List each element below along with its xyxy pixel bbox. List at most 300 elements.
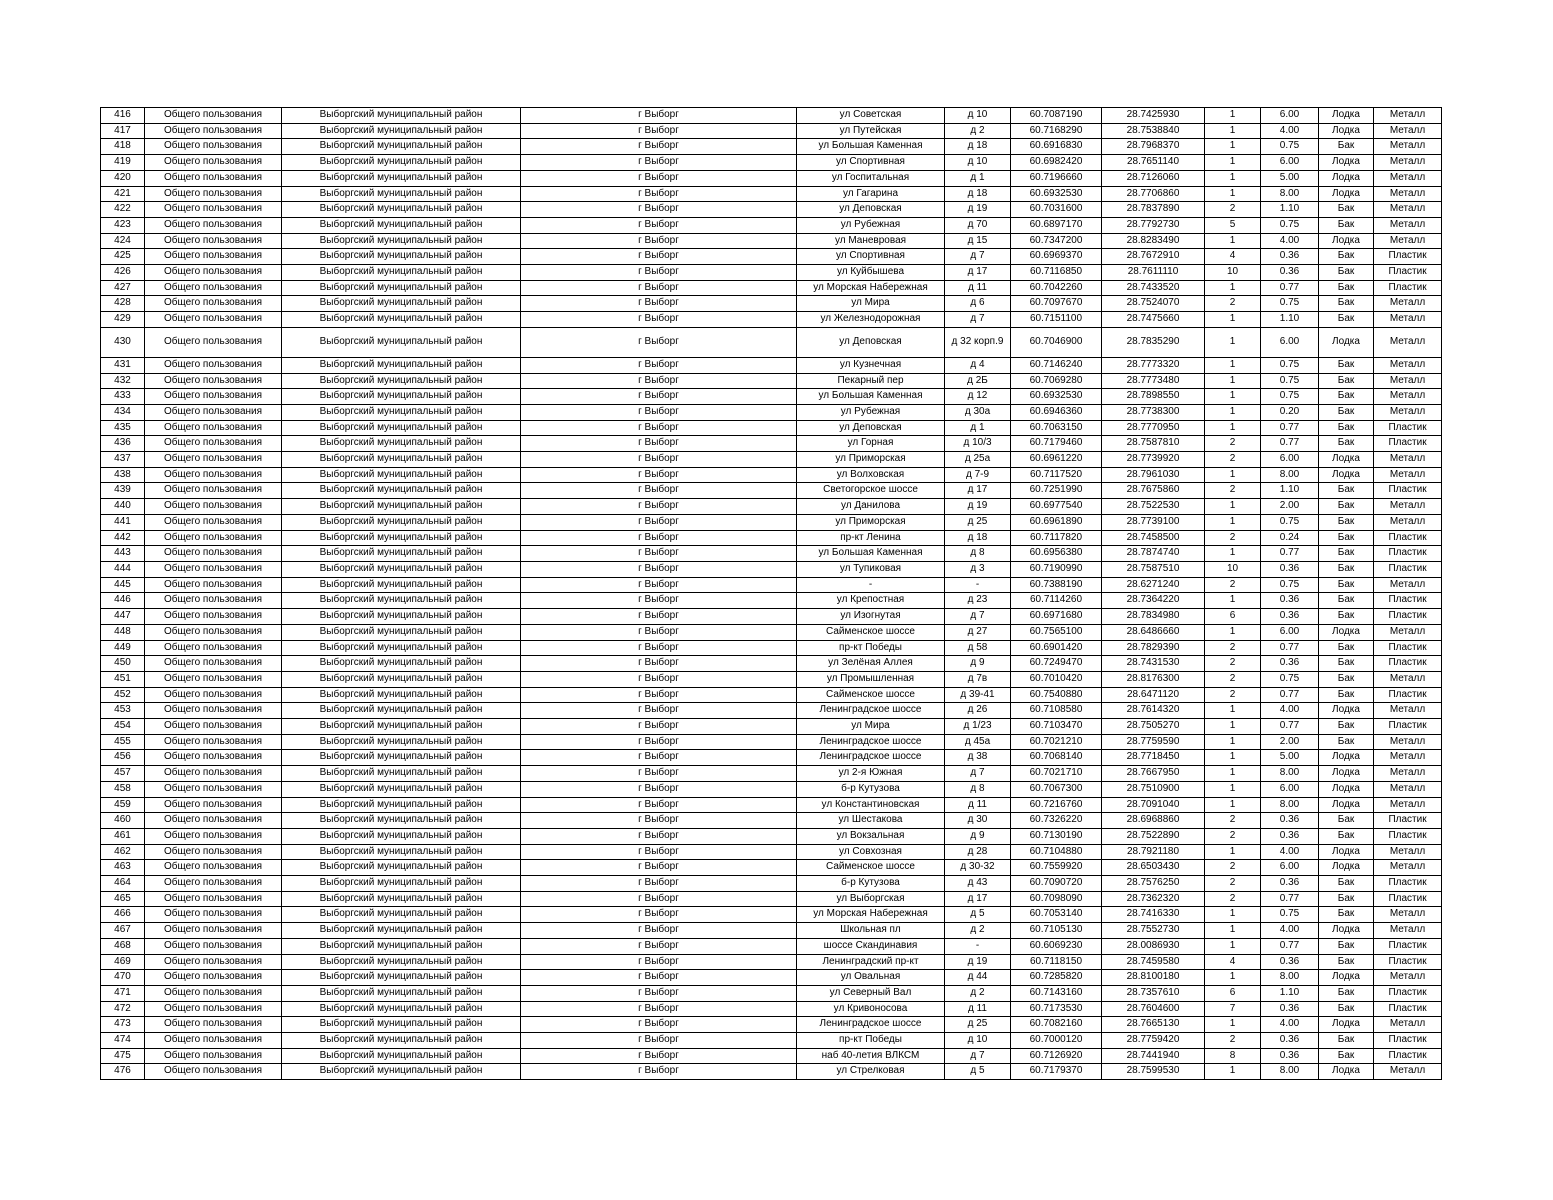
- container-count-cell: 1: [1205, 404, 1261, 420]
- city-cell: г Выборг: [521, 1048, 797, 1064]
- container-type-cell: Бак: [1319, 546, 1374, 562]
- table-row: [101, 593, 1442, 609]
- volume-cell: 0.36: [1261, 609, 1319, 625]
- material-cell: Металл: [1374, 108, 1442, 124]
- street-cell: ул Морская Набережная: [797, 280, 945, 296]
- latitude-cell: 60.6932530: [1011, 186, 1102, 202]
- row-number-cell: 443: [101, 546, 145, 562]
- house-cell: д 18: [945, 139, 1011, 155]
- street-cell: ул Кузнечная: [797, 357, 945, 373]
- table-row: [101, 139, 1442, 155]
- material-cell: Металл: [1374, 202, 1442, 218]
- row-number-cell: 461: [101, 828, 145, 844]
- latitude-cell: 60.6977540: [1011, 499, 1102, 515]
- usage-type-cell: Общего пользования: [145, 860, 282, 876]
- longitude-cell: 28.7837890: [1102, 202, 1205, 218]
- row-number-cell: 427: [101, 280, 145, 296]
- row-number-cell: 421: [101, 186, 145, 202]
- street-cell: пр-кт Победы: [797, 1033, 945, 1049]
- longitude-cell: 28.7433520: [1102, 280, 1205, 296]
- latitude-cell: 60.7042260: [1011, 280, 1102, 296]
- volume-cell: 4.00: [1261, 1017, 1319, 1033]
- latitude-cell: 60.7116850: [1011, 265, 1102, 281]
- container-type-cell: Лодка: [1319, 766, 1374, 782]
- table-row: [101, 436, 1442, 452]
- city-cell: г Выборг: [521, 170, 797, 186]
- district-cell: Выборгский муниципальный район: [282, 373, 521, 389]
- material-cell: Металл: [1374, 860, 1442, 876]
- city-cell: г Выборг: [521, 389, 797, 405]
- city-cell: г Выборг: [521, 923, 797, 939]
- city-cell: г Выборг: [521, 640, 797, 656]
- material-cell: Металл: [1374, 671, 1442, 687]
- container-type-cell: Бак: [1319, 561, 1374, 577]
- longitude-cell: 28.6968860: [1102, 813, 1205, 829]
- district-cell: Выборгский муниципальный район: [282, 813, 521, 829]
- longitude-cell: 28.7706860: [1102, 186, 1205, 202]
- material-cell: Металл: [1374, 1017, 1442, 1033]
- latitude-cell: 60.7114260: [1011, 593, 1102, 609]
- container-count-cell: 2: [1205, 436, 1261, 452]
- material-cell: Металл: [1374, 577, 1442, 593]
- row-number-cell: 454: [101, 719, 145, 735]
- table-row: [101, 389, 1442, 405]
- table-row: [101, 577, 1442, 593]
- material-cell: Пластик: [1374, 265, 1442, 281]
- table-row: [101, 467, 1442, 483]
- longitude-cell: 28.7587510: [1102, 561, 1205, 577]
- street-cell: ул Путейская: [797, 123, 945, 139]
- longitude-cell: 28.7614320: [1102, 703, 1205, 719]
- longitude-cell: 28.7505270: [1102, 719, 1205, 735]
- container-count-cell: 2: [1205, 577, 1261, 593]
- city-cell: г Выборг: [521, 609, 797, 625]
- district-cell: Выборгский муниципальный район: [282, 155, 521, 171]
- house-cell: д 12: [945, 389, 1011, 405]
- longitude-cell: 28.7665130: [1102, 1017, 1205, 1033]
- street-cell: ул Деповская: [797, 420, 945, 436]
- container-count-cell: 6: [1205, 985, 1261, 1001]
- latitude-cell: 60.6961220: [1011, 452, 1102, 468]
- container-count-cell: 2: [1205, 813, 1261, 829]
- table-row: [101, 797, 1442, 813]
- container-type-cell: Лодка: [1319, 170, 1374, 186]
- latitude-cell: 60.6932530: [1011, 389, 1102, 405]
- usage-type-cell: Общего пользования: [145, 327, 282, 357]
- house-cell: д 28: [945, 844, 1011, 860]
- latitude-cell: 60.7126920: [1011, 1048, 1102, 1064]
- row-number-cell: 441: [101, 514, 145, 530]
- street-cell: ул Крепостная: [797, 593, 945, 609]
- material-cell: Металл: [1374, 499, 1442, 515]
- usage-type-cell: Общего пользования: [145, 420, 282, 436]
- house-cell: д 5: [945, 907, 1011, 923]
- material-cell: Металл: [1374, 1064, 1442, 1080]
- volume-cell: 2.00: [1261, 499, 1319, 515]
- volume-cell: 0.75: [1261, 671, 1319, 687]
- city-cell: г Выборг: [521, 186, 797, 202]
- street-cell: б-р Кутузова: [797, 876, 945, 892]
- row-number-cell: 469: [101, 954, 145, 970]
- container-count-cell: 1: [1205, 123, 1261, 139]
- district-cell: Выборгский муниципальный район: [282, 609, 521, 625]
- latitude-cell: 60.7565100: [1011, 624, 1102, 640]
- usage-type-cell: Общего пользования: [145, 530, 282, 546]
- volume-cell: 1.10: [1261, 202, 1319, 218]
- latitude-cell: 60.7388190: [1011, 577, 1102, 593]
- street-cell: ул Шестакова: [797, 813, 945, 829]
- house-cell: д 11: [945, 1001, 1011, 1017]
- container-type-cell: Бак: [1319, 389, 1374, 405]
- longitude-cell: 28.7091040: [1102, 797, 1205, 813]
- house-cell: д 25: [945, 514, 1011, 530]
- container-type-cell: Бак: [1319, 436, 1374, 452]
- container-type-cell: Бак: [1319, 530, 1374, 546]
- longitude-cell: 28.7416330: [1102, 907, 1205, 923]
- container-count-cell: 2: [1205, 656, 1261, 672]
- house-cell: д 7в: [945, 671, 1011, 687]
- volume-cell: 6.00: [1261, 624, 1319, 640]
- city-cell: г Выборг: [521, 828, 797, 844]
- container-type-cell: Лодка: [1319, 750, 1374, 766]
- container-type-cell: Бак: [1319, 985, 1374, 1001]
- table-row: [101, 734, 1442, 750]
- table-row: [101, 703, 1442, 719]
- district-cell: Выборгский муниципальный район: [282, 671, 521, 687]
- latitude-cell: 60.7021710: [1011, 766, 1102, 782]
- district-cell: Выборгский муниципальный район: [282, 876, 521, 892]
- usage-type-cell: Общего пользования: [145, 467, 282, 483]
- latitude-cell: 60.6982420: [1011, 155, 1102, 171]
- house-cell: д 10: [945, 1033, 1011, 1049]
- house-cell: д 7: [945, 249, 1011, 265]
- table-row: [101, 373, 1442, 389]
- container-type-cell: Бак: [1319, 1001, 1374, 1017]
- usage-type-cell: Общего пользования: [145, 719, 282, 735]
- district-cell: Выборгский муниципальный район: [282, 703, 521, 719]
- longitude-cell: 28.7431530: [1102, 656, 1205, 672]
- table-row: [101, 970, 1442, 986]
- table-row: [101, 766, 1442, 782]
- street-cell: ул Рубежная: [797, 404, 945, 420]
- row-number-cell: 459: [101, 797, 145, 813]
- container-count-cell: 2: [1205, 202, 1261, 218]
- row-number-cell: 455: [101, 734, 145, 750]
- volume-cell: 0.36: [1261, 876, 1319, 892]
- city-cell: г Выборг: [521, 766, 797, 782]
- city-cell: г Выборг: [521, 327, 797, 357]
- house-cell: д 44: [945, 970, 1011, 986]
- street-cell: Сайменское шоссе: [797, 687, 945, 703]
- usage-type-cell: Общего пользования: [145, 970, 282, 986]
- usage-type-cell: Общего пользования: [145, 828, 282, 844]
- container-count-cell: 1: [1205, 546, 1261, 562]
- row-number-cell: 449: [101, 640, 145, 656]
- street-cell: ул Гагарина: [797, 186, 945, 202]
- usage-type-cell: Общего пользования: [145, 546, 282, 562]
- latitude-cell: 60.6956380: [1011, 546, 1102, 562]
- usage-type-cell: Общего пользования: [145, 389, 282, 405]
- longitude-cell: 28.7552730: [1102, 923, 1205, 939]
- latitude-cell: 60.7151100: [1011, 312, 1102, 328]
- container-count-cell: 2: [1205, 640, 1261, 656]
- row-number-cell: 453: [101, 703, 145, 719]
- material-cell: Металл: [1374, 923, 1442, 939]
- row-number-cell: 433: [101, 389, 145, 405]
- street-cell: ул Мира: [797, 719, 945, 735]
- container-type-cell: Бак: [1319, 640, 1374, 656]
- longitude-cell: 28.7425930: [1102, 108, 1205, 124]
- row-number-cell: 424: [101, 233, 145, 249]
- material-cell: Металл: [1374, 624, 1442, 640]
- longitude-cell: 28.7576250: [1102, 876, 1205, 892]
- container-type-cell: Лодка: [1319, 186, 1374, 202]
- house-cell: д 17: [945, 483, 1011, 499]
- city-cell: г Выборг: [521, 970, 797, 986]
- container-count-cell: 1: [1205, 907, 1261, 923]
- container-count-cell: 8: [1205, 1048, 1261, 1064]
- longitude-cell: 28.8100180: [1102, 970, 1205, 986]
- table-row: [101, 640, 1442, 656]
- latitude-cell: 60.7190990: [1011, 561, 1102, 577]
- container-type-cell: Бак: [1319, 876, 1374, 892]
- street-cell: ул Вокзальная: [797, 828, 945, 844]
- house-cell: д 2: [945, 123, 1011, 139]
- volume-cell: 4.00: [1261, 844, 1319, 860]
- material-cell: Пластик: [1374, 985, 1442, 1001]
- street-cell: наб 40-летия ВЛКСМ: [797, 1048, 945, 1064]
- house-cell: д 2: [945, 923, 1011, 939]
- container-count-cell: 1: [1205, 186, 1261, 202]
- longitude-cell: 28.7611110: [1102, 265, 1205, 281]
- container-type-cell: Бак: [1319, 734, 1374, 750]
- district-cell: Выборгский муниципальный район: [282, 938, 521, 954]
- container-type-cell: Лодка: [1319, 327, 1374, 357]
- latitude-cell: 60.6969370: [1011, 249, 1102, 265]
- city-cell: г Выборг: [521, 624, 797, 640]
- house-cell: д 7: [945, 312, 1011, 328]
- street-cell: ул Выборгская: [797, 891, 945, 907]
- table-row: [101, 186, 1442, 202]
- longitude-cell: 28.7364220: [1102, 593, 1205, 609]
- container-count-cell: 2: [1205, 452, 1261, 468]
- volume-cell: 0.75: [1261, 296, 1319, 312]
- longitude-cell: 28.7524070: [1102, 296, 1205, 312]
- usage-type-cell: Общего пользования: [145, 357, 282, 373]
- volume-cell: 0.75: [1261, 907, 1319, 923]
- longitude-cell: 28.7961030: [1102, 467, 1205, 483]
- volume-cell: 4.00: [1261, 703, 1319, 719]
- usage-type-cell: Общего пользования: [145, 985, 282, 1001]
- usage-type-cell: Общего пользования: [145, 1001, 282, 1017]
- city-cell: г Выборг: [521, 1033, 797, 1049]
- longitude-cell: 28.6271240: [1102, 577, 1205, 593]
- container-type-cell: Бак: [1319, 577, 1374, 593]
- table-row: [101, 357, 1442, 373]
- material-cell: Металл: [1374, 467, 1442, 483]
- city-cell: г Выборг: [521, 719, 797, 735]
- longitude-cell: 28.7126060: [1102, 170, 1205, 186]
- usage-type-cell: Общего пользования: [145, 671, 282, 687]
- city-cell: г Выборг: [521, 202, 797, 218]
- usage-type-cell: Общего пользования: [145, 781, 282, 797]
- house-cell: д 10/3: [945, 436, 1011, 452]
- city-cell: г Выборг: [521, 420, 797, 436]
- material-cell: Пластик: [1374, 687, 1442, 703]
- container-type-cell: Лодка: [1319, 624, 1374, 640]
- usage-type-cell: Общего пользования: [145, 483, 282, 499]
- volume-cell: 0.36: [1261, 265, 1319, 281]
- container-sites-table: [100, 107, 1442, 1080]
- row-number-cell: 423: [101, 217, 145, 233]
- usage-type-cell: Общего пользования: [145, 499, 282, 515]
- house-cell: д 26: [945, 703, 1011, 719]
- table-row: [101, 217, 1442, 233]
- table-row: [101, 249, 1442, 265]
- district-cell: Выборгский муниципальный район: [282, 436, 521, 452]
- container-type-cell: Лодка: [1319, 452, 1374, 468]
- district-cell: Выборгский муниципальный район: [282, 624, 521, 640]
- table-row: [101, 938, 1442, 954]
- row-number-cell: 456: [101, 750, 145, 766]
- usage-type-cell: Общего пользования: [145, 265, 282, 281]
- row-number-cell: 452: [101, 687, 145, 703]
- volume-cell: 8.00: [1261, 766, 1319, 782]
- row-number-cell: 474: [101, 1033, 145, 1049]
- usage-type-cell: Общего пользования: [145, 577, 282, 593]
- material-cell: Пластик: [1374, 891, 1442, 907]
- usage-type-cell: Общего пользования: [145, 954, 282, 970]
- container-type-cell: Лодка: [1319, 781, 1374, 797]
- container-count-cell: 1: [1205, 389, 1261, 405]
- row-number-cell: 457: [101, 766, 145, 782]
- material-cell: Пластик: [1374, 530, 1442, 546]
- material-cell: Металл: [1374, 766, 1442, 782]
- longitude-cell: 28.0086930: [1102, 938, 1205, 954]
- district-cell: Выборгский муниципальный район: [282, 483, 521, 499]
- container-count-cell: 1: [1205, 312, 1261, 328]
- district-cell: Выборгский муниципальный район: [282, 280, 521, 296]
- longitude-cell: 28.7604600: [1102, 1001, 1205, 1017]
- container-type-cell: Бак: [1319, 202, 1374, 218]
- row-number-cell: 447: [101, 609, 145, 625]
- row-number-cell: 471: [101, 985, 145, 1001]
- latitude-cell: 60.7068140: [1011, 750, 1102, 766]
- material-cell: Пластик: [1374, 593, 1442, 609]
- street-cell: ул Изогнутая: [797, 609, 945, 625]
- container-type-cell: Бак: [1319, 404, 1374, 420]
- house-cell: д 38: [945, 750, 1011, 766]
- container-count-cell: 2: [1205, 483, 1261, 499]
- row-number-cell: 438: [101, 467, 145, 483]
- volume-cell: 0.75: [1261, 357, 1319, 373]
- city-cell: г Выборг: [521, 1001, 797, 1017]
- longitude-cell: 28.7921180: [1102, 844, 1205, 860]
- container-count-cell: 1: [1205, 1064, 1261, 1080]
- volume-cell: 0.75: [1261, 389, 1319, 405]
- row-number-cell: 466: [101, 907, 145, 923]
- volume-cell: 0.36: [1261, 656, 1319, 672]
- house-cell: д 9: [945, 828, 1011, 844]
- street-cell: Ленинградское шоссе: [797, 1017, 945, 1033]
- latitude-cell: 60.7103470: [1011, 719, 1102, 735]
- usage-type-cell: Общего пользования: [145, 1064, 282, 1080]
- street-cell: ул Мира: [797, 296, 945, 312]
- material-cell: Металл: [1374, 186, 1442, 202]
- house-cell: д 19: [945, 954, 1011, 970]
- longitude-cell: 28.7792730: [1102, 217, 1205, 233]
- city-cell: г Выборг: [521, 499, 797, 515]
- container-count-cell: 1: [1205, 624, 1261, 640]
- material-cell: Пластик: [1374, 483, 1442, 499]
- row-number-cell: 448: [101, 624, 145, 640]
- district-cell: Выборгский муниципальный район: [282, 687, 521, 703]
- district-cell: Выборгский муниципальный район: [282, 1001, 521, 1017]
- container-count-cell: 1: [1205, 139, 1261, 155]
- street-cell: ул Волховская: [797, 467, 945, 483]
- district-cell: Выборгский муниципальный район: [282, 797, 521, 813]
- house-cell: д 32 корп.9: [945, 327, 1011, 357]
- container-type-cell: Лодка: [1319, 703, 1374, 719]
- city-cell: г Выборг: [521, 876, 797, 892]
- street-cell: ул Кривоносова: [797, 1001, 945, 1017]
- container-count-cell: 1: [1205, 327, 1261, 357]
- volume-cell: 0.75: [1261, 139, 1319, 155]
- latitude-cell: 60.7069280: [1011, 373, 1102, 389]
- district-cell: Выборгский муниципальный район: [282, 781, 521, 797]
- table-row: [101, 813, 1442, 829]
- material-cell: Металл: [1374, 970, 1442, 986]
- longitude-cell: 28.7773320: [1102, 357, 1205, 373]
- street-cell: ул Куйбышева: [797, 265, 945, 281]
- city-cell: г Выборг: [521, 750, 797, 766]
- city-cell: г Выборг: [521, 1017, 797, 1033]
- material-cell: Пластик: [1374, 640, 1442, 656]
- street-cell: ул Северный Вал: [797, 985, 945, 1001]
- container-count-cell: 1: [1205, 357, 1261, 373]
- volume-cell: 0.75: [1261, 514, 1319, 530]
- container-count-cell: 1: [1205, 373, 1261, 389]
- street-cell: ул Рубежная: [797, 217, 945, 233]
- container-count-cell: 1: [1205, 797, 1261, 813]
- container-count-cell: 1: [1205, 233, 1261, 249]
- table-row: [101, 687, 1442, 703]
- house-cell: д 2: [945, 985, 1011, 1001]
- row-number-cell: 465: [101, 891, 145, 907]
- container-type-cell: Лодка: [1319, 844, 1374, 860]
- latitude-cell: 60.7067300: [1011, 781, 1102, 797]
- row-number-cell: 468: [101, 938, 145, 954]
- container-type-cell: Лодка: [1319, 797, 1374, 813]
- volume-cell: 8.00: [1261, 467, 1319, 483]
- latitude-cell: 60.6897170: [1011, 217, 1102, 233]
- row-number-cell: 440: [101, 499, 145, 515]
- district-cell: Выборгский муниципальный район: [282, 985, 521, 1001]
- latitude-cell: 60.7104880: [1011, 844, 1102, 860]
- city-cell: г Выборг: [521, 671, 797, 687]
- table-row: [101, 123, 1442, 139]
- district-cell: Выборгский муниципальный район: [282, 217, 521, 233]
- usage-type-cell: Общего пользования: [145, 123, 282, 139]
- city-cell: г Выборг: [521, 514, 797, 530]
- street-cell: ул Тупиковая: [797, 561, 945, 577]
- district-cell: Выборгский муниципальный район: [282, 530, 521, 546]
- house-cell: д 70: [945, 217, 1011, 233]
- house-cell: -: [945, 577, 1011, 593]
- house-cell: д 27: [945, 624, 1011, 640]
- house-cell: д 11: [945, 280, 1011, 296]
- material-cell: Пластик: [1374, 420, 1442, 436]
